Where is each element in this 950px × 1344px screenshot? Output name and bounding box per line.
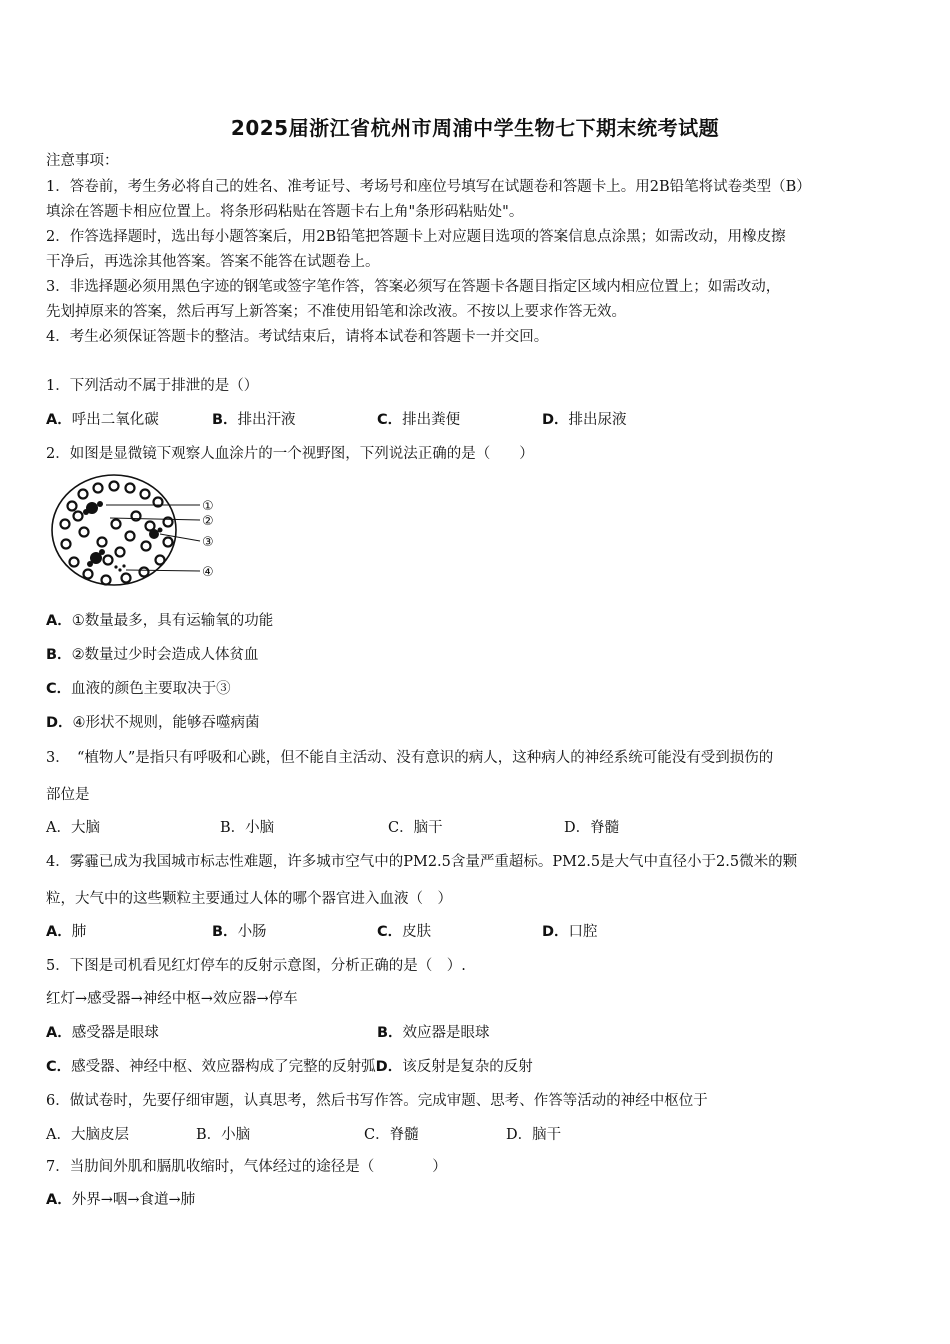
notice-line: 2．作答选择题时，选出每小题答案后，用2B铅笔把答题卡上对应题目选项的答案信息点涂黑；如需改动，用橡皮擦 [46, 229, 786, 245]
notice-line: 填涂在答题卡相应位置上。将条形码粘贴在答题卡右上角"条形码粘贴处"。 [46, 204, 524, 220]
question-2-option-b: B．②数量过少时会造成人体贫血 [46, 647, 259, 663]
question-1-option-d: D．排出尿液 [542, 412, 627, 428]
notice-line: 干净后，再选涂其他答案。答案不能答在试题卷上。 [46, 254, 380, 270]
question-2-option-a: A．①数量最多，具有运输氧的功能 [46, 613, 274, 629]
blood-smear-figure [50, 472, 225, 596]
question-1-option-c: C．排出粪便 [377, 412, 461, 428]
question-4-option-d: D．口腔 [542, 924, 598, 940]
question-7-stem: 7．当肋间外肌和膈肌收缩时，气体经过的途径是（ ） [46, 1159, 447, 1175]
notice-line: 4．考生必须保证答题卡的整洁。考试结束后，请将本试卷和答题卡一并交回。 [46, 329, 549, 345]
notice-line: 1．答卷前，考生务必将自己的姓名、准考证号、考场号和座位号填写在试题卷和答题卡上。用2B铅笔将试卷类型（B） [46, 179, 811, 195]
figure-label-3: ③ [202, 535, 214, 550]
question-4-option-c: C．皮肤 [377, 924, 432, 940]
question-2-option-c: C．血液的颜色主要取决于③ [46, 681, 231, 697]
question-3-option-c: C．脑干 [388, 820, 443, 836]
question-3-option-a: A．大脑 [46, 820, 100, 836]
question-6-option-b: B．小脑 [196, 1127, 251, 1143]
figure-label-4: ④ [202, 565, 214, 580]
question-6-option-d: D．脑干 [506, 1127, 562, 1143]
notice-line: 先划掉原来的答案，然后再写上新答案；不准使用铅笔和涂改液。不按以上要求作答无效。 [46, 304, 626, 320]
question-4-option-b: B．小肠 [212, 924, 267, 940]
question-2-stem: 2．如图是显微镜下观察人血涂片的一个视野图，下列说法正确的是（ ） [46, 446, 534, 462]
figure-label-2: ② [202, 514, 214, 529]
question-4-option-a: A．肺 [46, 924, 87, 940]
question-3-option-b: B．小脑 [220, 820, 275, 836]
notice-line: 3．非选择题必须用黑色字迹的钢笔或签字笔作答，答案必须写在答题卡各题目指定区域内相应位置上；如需改动， [46, 279, 781, 295]
question-7-option-a: A．外界→咽→食道→肺 [46, 1192, 196, 1208]
question-5-option-a: A．感受器是眼球 [46, 1025, 159, 1041]
question-6-stem: 6．做试卷时，先要仔细审题，认真思考，然后书写作答。完成审题、思考、作答等活动的神经中枢位于 [46, 1093, 708, 1109]
question-5-stem: 5．下图是司机看见红灯停车的反射示意图，分析正确的是（ ）. [46, 958, 466, 974]
blood-smear-diagram [50, 472, 225, 592]
question-2-option-d: D．④形状不规则，能够吞噬病菌 [46, 715, 260, 731]
question-3-stem-line-1: 3． “植物人”是指只有呼吸和心跳，但不能自主活动、没有意识的病人，这种病人的神经系统可能没有受到损伤的 [46, 750, 774, 766]
question-1-option-a: A．呼出二氧化碳 [46, 412, 159, 428]
question-1-option-b: B．排出汗液 [212, 412, 296, 428]
question-3-option-d: D．脊髓 [564, 820, 620, 836]
question-5-flow: 红灯→感受器→神经中枢→效应器→停车 [46, 991, 298, 1007]
question-5-option-c: C．感受器、神经中枢、效应器构成了完整的反射弧D．该反射是复杂的反射 [46, 1059, 533, 1075]
figure-label-1: ① [202, 499, 214, 514]
question-3-stem-line-2: 部位是 [46, 787, 90, 803]
question-4-stem-line-1: 4．雾霾已成为我国城市标志性难题，许多城市空气中的PM2.5含量严重超标。PM2.5是大气中直径小于2.5微米的颗 [46, 854, 798, 870]
question-5-option-d: D． [375, 1059, 403, 1075]
question-6-option-c: C．脊髓 [364, 1127, 419, 1143]
question-1-stem: 1．下列活动不属于排泄的是（） [46, 378, 259, 394]
question-6-option-a: A．大脑皮层 [46, 1127, 129, 1143]
question-4-stem-line-2: 粒，大气中的这些颗粒主要通过人体的哪个器官进入血液（ ） [46, 891, 452, 907]
notice-heading: 注意事项： [46, 153, 119, 169]
question-5-option-b: B．效应器是眼球 [377, 1025, 490, 1041]
page-title: 2025届浙江省杭州市周浦中学生物七下期末统考试题 [230, 116, 720, 140]
